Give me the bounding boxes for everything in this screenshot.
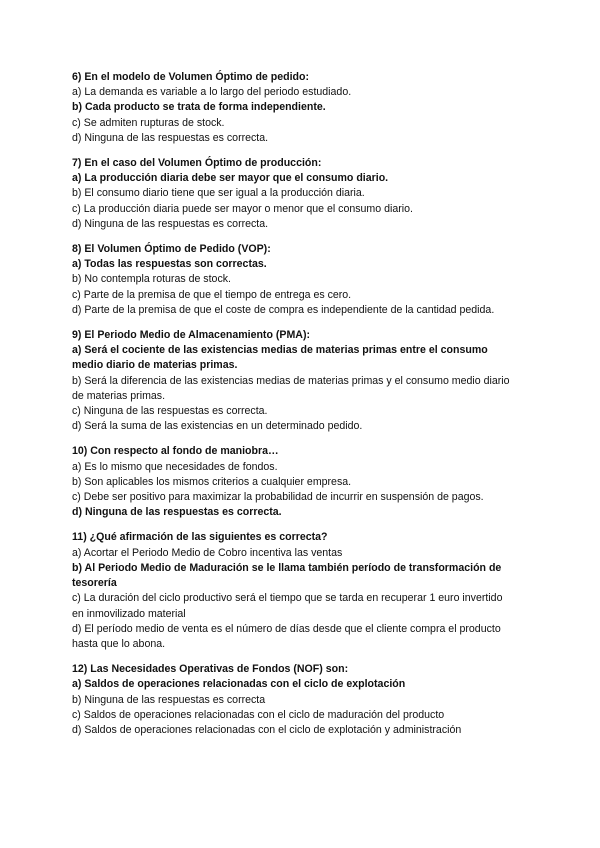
option-d: d) Parte de la premisa de que el coste de compra es independiente de la cantidad pedida. xyxy=(72,303,495,316)
option-b-correct: b) Cada producto se trata de forma independiente. xyxy=(72,101,326,114)
option-b: b) Ninguna de las respuestas es correcta xyxy=(72,693,266,706)
question-title: 9) El Periodo Medio de Almacenamiento (PMA): xyxy=(72,329,310,342)
question-title: 11) ¿Qué afirmación de las siguientes es correcta? xyxy=(72,531,328,544)
question-title: 8) El Volumen Óptimo de Pedido (VOP): xyxy=(72,243,271,256)
option-d: d) Saldos de operaciones relacionadas con el ciclo de explotación y administración xyxy=(72,723,462,736)
option-c: c) Saldos de operaciones relacionadas con el ciclo de maduración del producto xyxy=(72,708,445,721)
question-10 xyxy=(72,444,512,520)
question-title: 7) En el caso del Volumen Óptimo de producción: xyxy=(72,157,322,170)
question-6 xyxy=(72,70,512,146)
option-d: d) El período medio de venta es el número de días desde que el cliente compra el producto hasta que lo abona. xyxy=(72,622,501,650)
option-d: d) Ninguna de las respuestas es correcta. xyxy=(72,217,269,230)
question-7 xyxy=(72,156,512,232)
option-b: b) Será la diferencia de las existencias medias de materias primas y el consumo medio diario de materias primas. xyxy=(72,374,510,402)
option-c: c) Debe ser positivo para maximizar la probabilidad de incurrir en suspensión de pagos. xyxy=(72,491,484,504)
option-a: a) Acortar el Periodo Medio de Cobro incentiva las ventas xyxy=(72,546,343,559)
option-c: c) La duración del ciclo productivo será el tiempo que se tarda en recuperar 1 euro invertido en inmovilizado material xyxy=(72,592,503,620)
option-a: a) La demanda es variable a lo largo del periodo estudiado. xyxy=(72,86,352,99)
option-c: c) La producción diaria puede ser mayor o menor que el consumo diario. xyxy=(72,202,413,215)
option-b: b) No contempla roturas de stock. xyxy=(72,273,231,286)
option-a-correct: a) Todas las respuestas son correctas. xyxy=(72,258,267,271)
option-b: b) Son aplicables los mismos criterios a cualquier empresa. xyxy=(72,475,352,488)
option-a-correct: a) La producción diaria debe ser mayor que el consumo diario. xyxy=(72,172,389,185)
question-8 xyxy=(72,242,512,318)
option-c: c) Parte de la premisa de que el tiempo de entrega es cero. xyxy=(72,288,352,301)
option-c: c) Se admiten rupturas de stock. xyxy=(72,116,225,129)
option-b-correct: b) Al Periodo Medio de Maduración se le llama también período de transformación de tesorería xyxy=(72,561,502,590)
question-12 xyxy=(72,662,512,738)
option-c: c) Ninguna de las respuestas es correcta. xyxy=(72,405,268,418)
option-d: d) Ninguna de las respuestas es correcta. xyxy=(72,131,269,144)
option-a-correct: a) Saldos de operaciones relacionadas con el ciclo de explotación xyxy=(72,678,406,691)
option-d: d) Será la suma de las existencias en un determinado pedido. xyxy=(72,420,363,433)
question-title: 10) Con respecto al fondo de maniobra… xyxy=(72,445,279,458)
question-9 xyxy=(72,328,512,434)
option-a-correct: a) Será el cociente de las existencias medias de materias primas entre el consumo medio diario de materias primas. xyxy=(72,344,488,372)
question-title: 12) Las Necesidades Operativas de Fondos (NOF) son: xyxy=(72,663,349,676)
option-d-correct: d) Ninguna de las respuestas es correcta. xyxy=(72,506,282,519)
question-title: 6) En el modelo de Volumen Óptimo de pedido: xyxy=(72,71,309,83)
option-b: b) El consumo diario tiene que ser igual a la producción diaria. xyxy=(72,187,365,200)
question-11 xyxy=(72,530,512,652)
option-a: a) Es lo mismo que necesidades de fondos. xyxy=(72,460,278,473)
document-page xyxy=(72,70,512,748)
